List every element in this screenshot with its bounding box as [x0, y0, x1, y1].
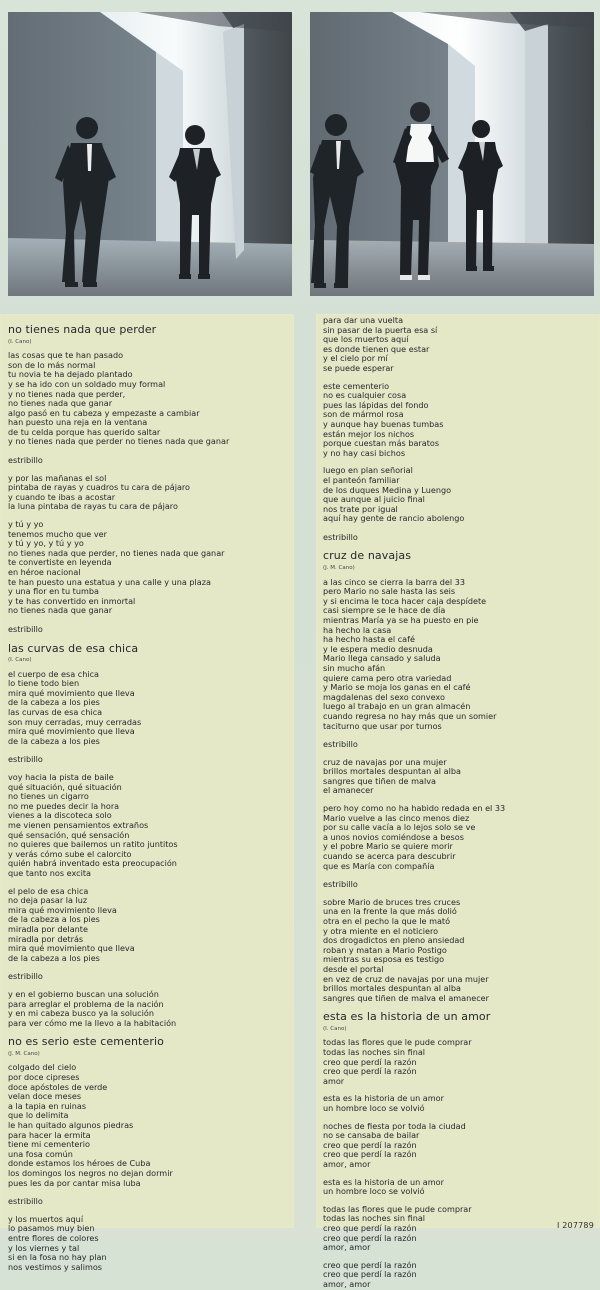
right_column-song-3-gap-6: [323, 1086, 593, 1094]
right_column-song-2-line-42: desde el portal: [323, 964, 384, 974]
left_column-song-1-credit: (I. Cano): [8, 338, 32, 345]
right_column-song-3: [323, 1011, 593, 1289]
left_column-song-3-line-17: y los muertos aquí: [8, 1214, 84, 1224]
left_column-song-2-line-26: mira qué movimiento lleva: [8, 905, 117, 915]
right_column-song-3-gap-15: [323, 1170, 593, 1178]
right_column-song-2: [323, 550, 593, 1003]
left_column-song-3-line-6: que lo delimita: [8, 1111, 69, 1121]
left_column-song-3-line-10: una fosa común: [8, 1149, 73, 1159]
right_column-song-1-line-4: es donde tienen que estar: [323, 344, 430, 354]
left_column-song-2-gap-32: [8, 963, 290, 971]
left_column-song-1-line-10: y no tienes nada que perder no tienes nada que ganar: [8, 437, 230, 447]
left_column-song-2-credit: (I. Cano): [8, 657, 32, 664]
right_column-song-2-line-12: y Mario se moja los ganas en el café: [323, 683, 471, 693]
left_column-song-2-line-16: vienes a la discoteca solo: [8, 811, 112, 821]
right_column-song-3-line-11: no se cansaba de bailar: [323, 1131, 420, 1141]
left_column-song-1-gap-18: [8, 512, 290, 520]
right_column-song-2-line-8: y le espera medio desnuda: [323, 644, 433, 654]
right_column-song-3-line-2: todas las noches sin final: [323, 1048, 426, 1058]
right_column-song-2-line-14: luego al trabajo en un gran almacén: [323, 702, 471, 712]
right_column-song-2-line-38: y otra miente en el noticiero: [323, 926, 439, 936]
left_column-song-1-line-3: tu novia te ha dejado plantado: [8, 370, 133, 380]
left_column-song-3-gap-14: [8, 1188, 290, 1196]
right_column-song-1-line-9: no es cualquier cosa: [323, 391, 407, 401]
left_column-song-2-line-35: y en el gobierno buscan una solución: [8, 989, 159, 999]
right_column-song-3-line-4: creo que perdí la razón: [323, 1067, 417, 1077]
right_column-song-2-gap-17: [323, 731, 593, 739]
right_column-song-1-line-15: y no hay casi bichos: [323, 448, 406, 458]
right_column-song-1-line-11: son de mármol rosa: [323, 410, 404, 420]
left_column-song-1-gap-11: [8, 447, 290, 455]
right_column-song-2-title: cruz de navajas: [323, 549, 412, 563]
right_column-song-1-line-13: están mejor los nichos: [323, 429, 415, 439]
left_column-song-1-chorus-marker: estribillo: [8, 623, 43, 634]
left_column-song-2-line-17: me vienen pensamientos extraños: [8, 821, 149, 830]
left_column-song-1-line-8: han puesto una reja en la ventana: [8, 418, 148, 428]
left_column-song-1-line-26: y una flor en tu tumba: [8, 587, 99, 597]
left_column-song-2-line-18: qué sensación, qué sensación: [8, 830, 130, 840]
left_column-song-1-line-20: tenemos mucho que ver: [8, 529, 107, 539]
left_column-song-3-line-11: donde estamos los héroes de Cuba: [8, 1159, 151, 1169]
left_column-song-3-line-1: colgado del cielo: [8, 1063, 77, 1073]
right_column-song-1-line-21: nos trate por igual: [323, 504, 398, 514]
right_column-song-3-credit: (I. Cano): [323, 1026, 347, 1033]
right_column-song-3-title: esta es la historia de un amor: [323, 1010, 491, 1024]
right_column-song-2-line-44: brillos mortales despuntan al alba: [323, 984, 461, 994]
right_column-song-1-chorus-marker: estribillo: [323, 531, 358, 542]
left_column-song-3-line-2: por doce cipreses: [8, 1073, 80, 1082]
right_column-song-1-gap-7: [323, 374, 593, 382]
left_column-song-1-gap-29: [8, 616, 290, 624]
right_column-song-2-line-3: y si encima le toca hacer caja despídete: [323, 596, 487, 606]
left_column-song-1-line-16: y cuando te ibas a acostar: [8, 492, 116, 502]
left_column-song-1-line-9: de tu celda porque has querido saltar: [8, 427, 161, 437]
right_column-song-2-gap-19: [323, 750, 593, 758]
left_column-song-3-title: no es serio este cementerio: [8, 1035, 164, 1049]
left_column-song-2-line-28: miradla por delante: [8, 924, 88, 934]
right_column-song-2-line-15: cuando regresa no hay más que un somier: [323, 711, 497, 721]
right_column-song-1-line-19: de los duques Medina y Luengo: [323, 485, 452, 495]
right_column-song-2-line-26: Mario vuelve a las cinco menos diez: [323, 813, 470, 823]
band-photo-left: [8, 12, 292, 296]
left_column-song-3-line-5: a la tapia en ruinas: [8, 1101, 87, 1111]
left_column-song-3-line-3: doce apóstoles de verde: [8, 1082, 108, 1092]
right_column-song-1-line-1: para dar una vuelta: [323, 316, 404, 325]
right_column-song-3-gap-24: [323, 1253, 593, 1261]
right_column-song-1-line-10: pues las lápidas del fondo: [323, 400, 429, 410]
right_column-song-1-line-6: se puede esperar: [323, 363, 394, 373]
right_column-song-3-line-13: creo que perdí la razón: [323, 1150, 417, 1160]
right_column-song-3-line-10: noches de fiesta por toda la ciudad: [323, 1121, 466, 1131]
right_column-song-2-line-36: una en la frente la que más dolió: [323, 907, 457, 917]
right_column-song-2-line-45: sangres que tiñen de malva el amanecer: [323, 993, 489, 1003]
right_column-song-3-line-22: creo que perdí la razón: [323, 1233, 417, 1243]
left_column-song-1-line-15: pintaba de rayas y cuadros tu cara de pájaro: [8, 483, 191, 493]
left_column-song-3-line-7: le han quitado algunos piedras: [8, 1120, 134, 1130]
left_column-song-2-line-25: no deja pasar la luz: [8, 896, 88, 906]
right_column-song-3-line-20: todas las noches sin final: [323, 1214, 426, 1224]
right_column-song-2-line-30: cuando se acerca para descubrir: [323, 852, 456, 862]
right_column-song-2-gap-34: [323, 890, 593, 898]
right_column-song-1-gap-16: [323, 458, 593, 466]
left_column-song-3-chorus-marker: estribillo: [8, 1196, 43, 1207]
left_column-song-3-line-13: pues les da por cantar misa luba: [8, 1178, 141, 1188]
right_column-song-2-line-28: a unos novios comiéndose a besos: [323, 832, 464, 842]
band-photo-right-image: [310, 12, 594, 296]
left_column-song-2-line-6: son muy cerradas, muy cerradas: [8, 717, 142, 727]
right_column-song-2-line-10: sin mucho afán: [323, 663, 386, 673]
right_column-song-2-line-29: y el pobre Mario se quiere morir: [323, 842, 453, 852]
right_column-song-2-line-11: quiere cama pero otra variedad: [323, 673, 452, 683]
left_column-song-3-gap-16: [8, 1207, 290, 1215]
right_column-song-1-line-20: que aunque al juicio final: [323, 495, 425, 505]
left_column-song-2-line-3: mira qué movimiento que lleva: [8, 688, 135, 698]
right_column-song-1-line-18: el panteón familiar: [323, 475, 400, 485]
left_column-song-2-line-21: quién habrá inventado esta preocupación: [8, 859, 177, 869]
right_column-song-2-line-4: casi siempre se le hace de día: [323, 606, 446, 616]
left_column-song-2-line-1: el cuerpo de esa chica: [8, 669, 100, 679]
left_column-song-2-line-8: de la cabeza a los pies: [8, 736, 100, 746]
left_column-song-1-line-27: y te has convertido en inmortal: [8, 596, 136, 606]
right_column-song-1-line-22: aquí hay gente de rancio abolengo: [323, 514, 465, 524]
left_column-song-2-line-12: voy hacia la pista de baile: [8, 773, 114, 783]
right_column-song-2-line-31: que es María con compañía: [323, 861, 435, 871]
right_column-song-3-line-25: creo que perdí la razón: [323, 1260, 417, 1270]
left_column-song-3-line-12: los domingos los negros no dejan dormir: [8, 1168, 173, 1178]
right_column-song-2-line-23: el amanecer: [323, 786, 374, 796]
right_column-song-2-line-6: ha hecho la casa: [323, 625, 392, 635]
left_column-song-2-line-37: y en mi cabeza busco ya la solución: [8, 1009, 154, 1019]
left_column-song-2-line-20: y verás cómo sube el calorcito: [8, 849, 132, 859]
left_column-song-2-line-5: las curvas de esa chica: [8, 708, 103, 718]
left_column-song-3-line-18: lo pasamos muy bien: [8, 1224, 95, 1234]
right_column-song-1-line-5: y el cielo por mí: [323, 354, 388, 364]
right_column-song-3-line-12: creo que perdí la razón: [323, 1140, 417, 1150]
right_column-song-2-line-16: taciturno que usar por turnos: [323, 721, 442, 731]
left_column-song-3-line-22: nos vestimos y salimos: [8, 1262, 102, 1272]
left_column-song-2-line-29: miradla por detrás: [8, 934, 84, 944]
right_column-song-1-line-17: luego en plan señorial: [323, 466, 413, 476]
left_column-song-1-title: no tienes nada que perder: [8, 323, 157, 336]
left_column-song-2-line-38: para ver cómo me la llevo a la habitación: [8, 1018, 177, 1028]
right_column-song-2-line-27: por su calle vacía a lo lejos solo se ve: [323, 823, 476, 833]
right_column-song-3-line-21: creo que perdí la razón: [323, 1223, 417, 1233]
left_column-song-1-line-6: no tienes nada que ganar: [8, 399, 113, 409]
band-photo-right: [310, 12, 594, 296]
right_column-song-3-line-7: esta es la historia de un amor: [323, 1094, 444, 1104]
right_column-song-3-line-3: creo que perdí la razón: [323, 1057, 417, 1067]
right_column-song-3-line-16: esta es la historia de un amor: [323, 1177, 444, 1187]
left_column-song-1-line-17: la luna pintaba de rayas tu cara de pájaro: [8, 502, 178, 512]
right_column-song-3-line-8: un hombre loco se volvió: [323, 1104, 425, 1114]
right_column-song-3-gap-18: [323, 1197, 593, 1205]
left_column-song-2: [8, 643, 290, 1029]
right_column-song-3-line-26: creo que perdí la razón: [323, 1270, 417, 1280]
left_column-song-1-chorus-marker: estribillo: [8, 455, 43, 466]
left_column-song-2-gap-34: [8, 982, 290, 990]
left_column-song-2-gap-11: [8, 765, 290, 773]
left_column-song-1-line-1: las cosas que te han pasado: [8, 351, 124, 361]
right_column-song-1-line-8: este cementerio: [323, 381, 390, 391]
left_column-song-2-chorus-marker: estribillo: [8, 971, 43, 982]
left_column-song-2-gap-23: [8, 879, 290, 887]
left_column-song-1-line-2: son de lo más normal: [8, 360, 96, 370]
left_column-song-1-line-22: no tienes nada que perder, no tienes nada que ganar: [8, 548, 225, 558]
right_column-song-2-line-37: otra en el pecho la que le mató: [323, 917, 451, 926]
left_column-song-1-line-23: te convertiste en leyenda: [8, 558, 112, 568]
right_column-song-2-gap-24: [323, 796, 593, 804]
left_column-song-1-line-19: y tú y yo: [8, 520, 44, 530]
right_column-song-2-line-7: ha hecho hasta el café: [323, 635, 415, 645]
left_column-song-2-line-14: no tienes un cigarro: [8, 792, 89, 802]
left_column-song-2-line-24: el pelo de esa chica: [8, 886, 89, 896]
right_column-song-3-line-1: todas las flores que le pude comprar: [323, 1038, 472, 1048]
right_column-song-3-line-17: un hombre loco se volvió: [323, 1187, 425, 1197]
right_column-song-2-line-21: brillos mortales despuntan al alba: [323, 767, 461, 777]
right_column-song-2-line-20: cruz de navajas por una mujer: [323, 757, 447, 767]
right_column-song-2-line-43: en vez de cruz de navajas por una mujer: [323, 974, 489, 984]
left_column-song-3-line-9: tiene mi cementerio: [8, 1140, 90, 1150]
catalog-number: I 207789: [556, 1221, 594, 1230]
right_column-song-3-line-14: amor, amor: [323, 1160, 371, 1169]
right_column-song-2-line-35: sobre Mario de bruces tres cruces: [323, 897, 461, 907]
right_column-song-2-line-2: pero Mario no sale hasta las seis: [323, 587, 456, 597]
left_column-song-3-line-4: velan doce meses: [8, 1092, 82, 1102]
right_column-song-2-line-13: magdalenas del sexo convexo: [323, 692, 445, 702]
left_column-song-1-line-24: en héroe nacional: [8, 568, 81, 577]
right_column-song-2-credit: (J. M. Cano): [323, 565, 355, 572]
right_column-song-1: [323, 316, 593, 542]
left_column-song-1-line-21: y tú y yo, y tú y yo: [8, 539, 84, 549]
right_column-song-2-line-5: mientras María ya se ha puesto en pie: [323, 615, 479, 625]
right_column-song-2-line-39: dos drogadictos en pleno ansiedad: [323, 936, 465, 946]
lyrics-column-left: [8, 316, 290, 1272]
lyrics-column-right: [323, 316, 593, 1290]
left_column-song-1-line-28: no tienes nada que ganar: [8, 606, 113, 616]
right_column-song-3-line-27: amor, amor: [323, 1279, 371, 1289]
left_column-song-2-line-19: no quieres que bailemos un ratito juntitos: [8, 840, 178, 850]
left_column-song-2-line-30: mira qué movimiento que lleva: [8, 944, 135, 954]
left_column-song-3-line-19: entre flores de colores: [8, 1233, 99, 1243]
left_column-song-2-line-15: no me puedes decir la hora: [8, 801, 120, 811]
left_column-song-3-credit: (J. M. Cano): [8, 1051, 40, 1058]
right_column-song-3-gap-9: [323, 1114, 593, 1122]
left_column-song-2-line-36: para arreglar el problema de la nación: [8, 999, 164, 1009]
left_column-song-2-line-22: que tanto nos excita: [8, 868, 91, 878]
left_column-song-2-chorus-marker: estribillo: [8, 754, 43, 765]
left_column-song-2-line-2: lo tiene todo bien: [8, 679, 80, 689]
left_column-song-1-line-25: te han puesto una estatua y una calle y una plaza: [8, 577, 211, 587]
left_column-song-2-line-13: qué situación, qué situación: [8, 782, 122, 792]
right_column-song-2-line-22: sangres que tiñen de malva: [323, 776, 436, 786]
right_column-song-2-chorus-marker: estribillo: [323, 739, 358, 750]
right_column-song-2-chorus-marker: estribillo: [323, 879, 358, 890]
right_column-song-3-line-23: amor, amor: [323, 1243, 371, 1253]
left_column-song-2-gap-9: [8, 746, 290, 754]
left_column-song-1-gap-13: [8, 466, 290, 474]
right_column-song-1-line-3: que los muertos aquí: [323, 335, 409, 345]
right_column-song-2-line-41: mientras su esposa es testigo: [323, 955, 445, 965]
right_column-song-2-line-9: Mario llega cansado y saluda: [323, 654, 441, 664]
right_column-song-1-line-14: porque cuestan más baratos: [323, 439, 440, 449]
right_column-song-1-line-2: sin pasar de la puerta esa sí: [323, 325, 438, 335]
left_column-song-2-line-27: de la cabeza a los pies: [8, 915, 100, 925]
left_column-song-1-line-4: y se ha ido con un soldado muy formal: [8, 379, 166, 389]
left_column-song-1-line-7: algo pasó en tu cabeza y empezaste a cambiar: [8, 408, 200, 418]
left_column-song-2-title: las curvas de esa chica: [8, 641, 139, 655]
left_column-song-3-line-20: y los viernes y tal: [8, 1243, 80, 1253]
left_column-song-1-line-14: y por las mañanas el sol: [8, 473, 107, 483]
left_column-song-1-line-5: y no tienes nada que perder,: [8, 389, 126, 399]
band-photo-left-image: [8, 12, 292, 296]
left_column-song-3: [8, 1036, 290, 1272]
left_column-song-3-line-21: si en la fosa no hay plan: [8, 1253, 107, 1263]
right_column-song-3-line-19: todas las flores que le pude comprar: [323, 1204, 472, 1214]
left_column-song-1: [8, 324, 290, 635]
left_column-song-2-line-4: de la cabeza a los pies: [8, 698, 100, 708]
right_column-song-2-line-1: a las cinco se cierra la barra del 33: [323, 577, 465, 587]
left_column-song-2-line-7: mira qué movimiento que lleva: [8, 727, 135, 737]
left_column-song-2-line-31: de la cabeza a los pies: [8, 953, 100, 963]
right_column-song-2-gap-32: [323, 871, 593, 879]
right_column-song-3-line-5: amor: [323, 1076, 345, 1086]
right_column-song-2-line-40: roban y matan a Mario Postigo: [323, 945, 447, 955]
right_column-song-2-line-25: pero hoy como no ha habido redada en el 33: [323, 804, 506, 814]
right_column-song-1-line-12: y aunque hay buenas tumbas: [323, 419, 444, 429]
left_column-song-3-line-8: para hacer la ermita: [8, 1130, 91, 1140]
right_column-song-1-gap-23: [323, 524, 593, 532]
